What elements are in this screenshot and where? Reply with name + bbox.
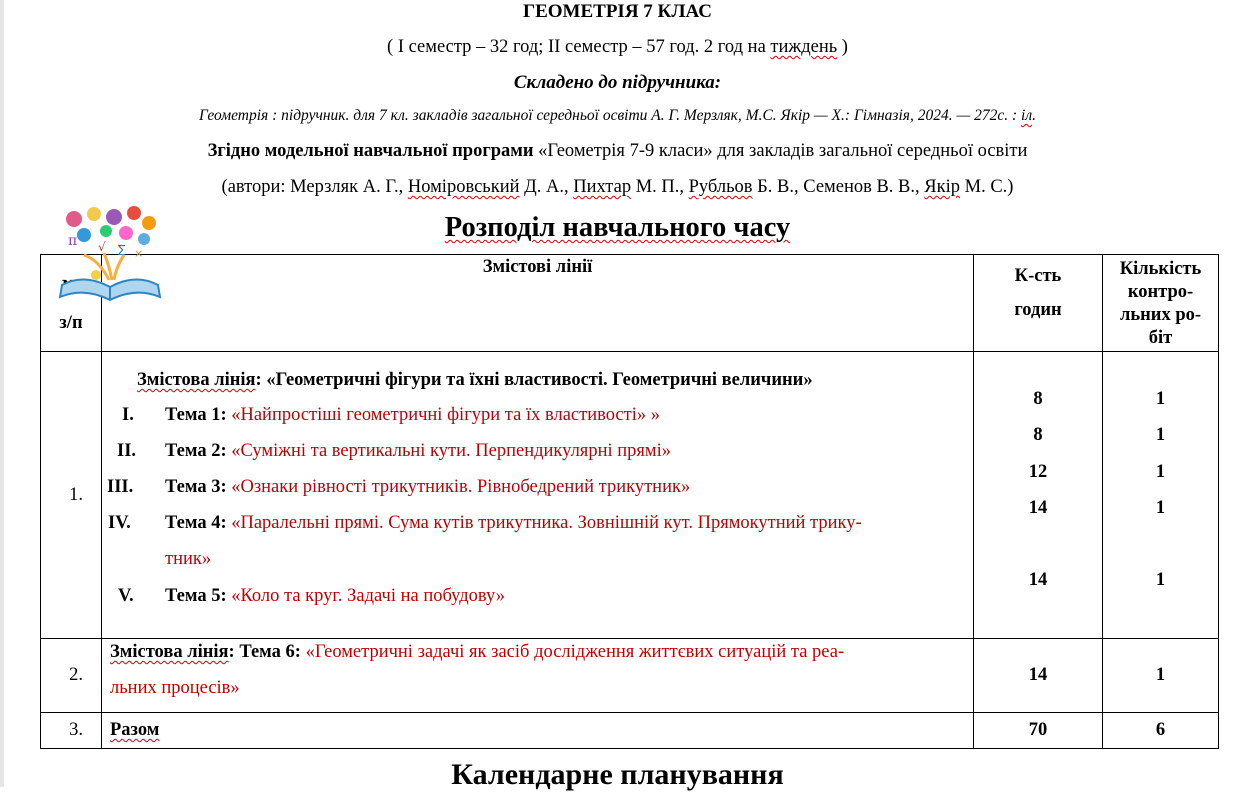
- section-title-text: Розподіл навчального часу: [444, 212, 791, 243]
- svg-text:√: √: [98, 240, 106, 254]
- program-rest: «Геометрія 7-9 класи» для закладів загальної середньої освіти: [533, 141, 1028, 161]
- row3-hours: 70: [974, 713, 1103, 749]
- topic4-hours: 14: [1028, 498, 1048, 518]
- topic3-hours: 12: [1028, 462, 1048, 482]
- topic5-hours: 14: [1028, 570, 1048, 590]
- topic4-roman: IV.: [108, 513, 131, 533]
- table-row: [41, 713, 1219, 749]
- table-row: [41, 639, 1219, 713]
- compiled-heading: Складено до підручника:: [513, 72, 722, 93]
- row1-num: 1.: [41, 352, 102, 639]
- section-title: [0, 212, 1235, 244]
- topic1-tests: 1: [1155, 389, 1166, 409]
- table-header-row: [41, 255, 1219, 352]
- textbook-reference: Геометрія : підручник. для 7 кл. закладів загальної середньої освіти А. Г. Мерзляк, М.С. Якір — Х.: Гімназія, 2024. — 272с. : іл.: [199, 107, 1036, 124]
- row2-num: 2.: [41, 639, 102, 713]
- header-hours: К-сть годин: [974, 255, 1103, 352]
- topic3-tests: 1: [1155, 462, 1166, 482]
- topic4-tests: 1: [1155, 498, 1166, 518]
- next-section-title: Календарне планування: [451, 758, 784, 791]
- row1-content: [102, 352, 974, 639]
- row1-tests: [1103, 352, 1219, 639]
- svg-text:π: π: [68, 233, 78, 249]
- header-content-lines: Змістові лінії: [102, 255, 974, 352]
- semester-hours-line: ( І семестр – 32 год; ІІ семестр – 57 год. 2 год на тиждень ): [387, 37, 848, 57]
- topic5-tests: 1: [1155, 570, 1166, 590]
- topic2-hours: 8: [1033, 425, 1043, 445]
- topic4: Тема 4: «Паралельні прямі. Сума кутів трикутника. Зовнішній кут. Прямокутний трику-: [165, 513, 862, 533]
- document-title: ГЕОМЕТРІЯ 7 КЛАС: [523, 1, 712, 22]
- topic3-roman: III.: [107, 477, 134, 497]
- row2-tests: 1: [1103, 639, 1219, 713]
- row3-tests: 6: [1103, 713, 1219, 749]
- svg-text:∑: ∑: [118, 243, 126, 256]
- row3-content: [102, 713, 974, 749]
- topic1-roman: I.: [122, 405, 134, 425]
- topic4-continuation: тник»: [165, 549, 212, 569]
- row1-line-heading: Змістова лінія: «Геометричні фігури та їхні властивості. Геометричні величини»: [137, 370, 813, 390]
- program-bold: Згідно модельної навчальної програми: [207, 141, 534, 161]
- time-distribution-table: [40, 254, 1219, 749]
- program-reference: [0, 141, 1235, 162]
- authors-line: (автори: Мерзляк А. Г., Номіровський Д. А., Пихтар М. П., Рубльов Б. В., Семенов В. В., Якір М. С.): [221, 177, 1014, 197]
- table-row: [41, 352, 1219, 639]
- header-tests: Кількість контро- льних ро- біт: [1103, 255, 1219, 352]
- row2-line: Змістова лінія: Тема 6: «Геометричні задачі як засіб дослідження життєвих ситуацій та реа-: [110, 642, 845, 662]
- math-book-clipart: [54, 205, 166, 305]
- topic1: Тема 1: «Найпростіші геометричні фігури та їх властивості» »: [165, 405, 660, 425]
- row2-continuation: льних процесів»: [110, 678, 240, 698]
- row2-hours: 14: [974, 639, 1103, 713]
- row3-num: 3.: [41, 713, 102, 749]
- topic1-hours: 8: [1033, 389, 1043, 409]
- total-label: Разом: [110, 720, 160, 740]
- topic2: Тема 2: «Суміжні та вертикальні кути. Перпендикулярні прямі»: [165, 441, 671, 461]
- svg-text:×: ×: [134, 247, 144, 260]
- topic2-roman: II.: [117, 441, 137, 461]
- topic2-tests: 1: [1155, 425, 1166, 445]
- row1-hours: [974, 352, 1103, 639]
- topic5-roman: V.: [118, 586, 134, 606]
- topic3: Тема 3: «Ознаки рівності трикутників. Рівнобедрений трикутник»: [165, 477, 691, 497]
- row2-content: [102, 639, 974, 713]
- topic5: Тема 5: «Коло та круг. Задачі на побудову»: [165, 586, 505, 606]
- header-num: з/п: [41, 255, 102, 352]
